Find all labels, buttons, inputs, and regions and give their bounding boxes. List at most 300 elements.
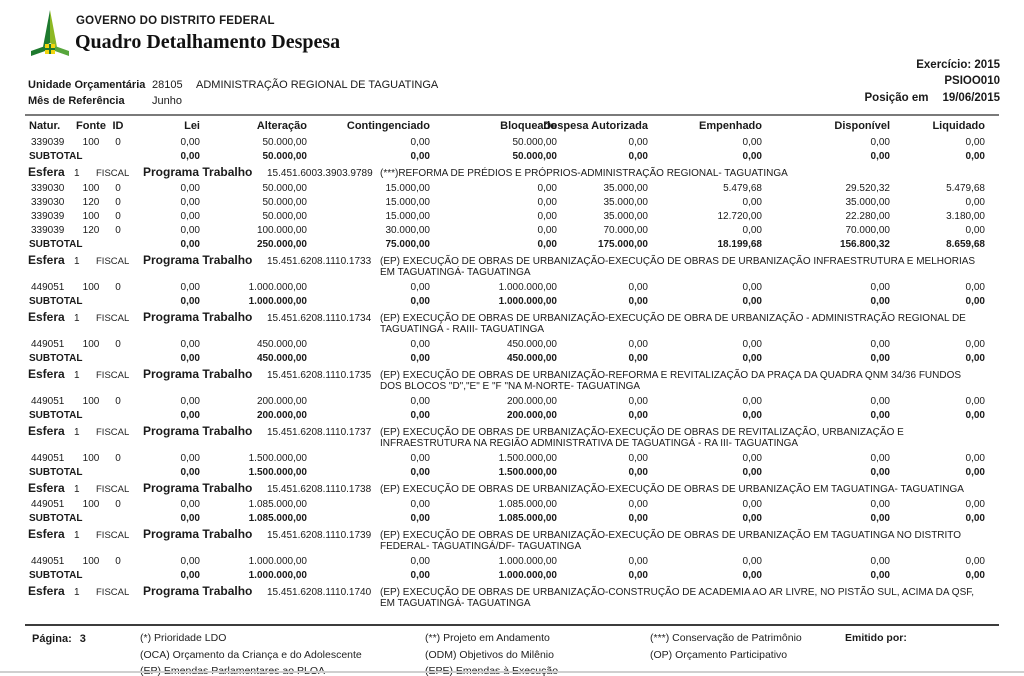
cell-lei: 0,00 <box>180 396 200 407</box>
pagina-label: Página: <box>32 633 72 645</box>
column-header: Disponível <box>834 120 890 132</box>
cell-disponivel: 22.280,00 <box>845 211 890 222</box>
cell-lei: 0,00 <box>180 499 200 510</box>
cell-lei: 0,00 <box>180 211 200 222</box>
cell-natur: 449051 <box>31 499 65 510</box>
cell-liquidado: 0,00 <box>965 513 985 524</box>
cell-alteracao: 450.000,00 <box>256 353 307 364</box>
cell-liquidado: 0,00 <box>965 499 985 510</box>
subtotal-label: SUBTOTAL <box>29 467 83 478</box>
cell-despesa-autorizada: 0,00 <box>628 513 648 524</box>
programa-descricao: (EP) EXECUÇÃO DE OBRAS DE URBANIZAÇÃO-EXECUÇÃO DE OBRAS DE URBANIZAÇÃO INFRAESTRUTURA E MELHORIAS EM TAGUATINGÁ- TAGUATINGA <box>380 256 976 278</box>
cell-empenhado: 0,00 <box>742 339 762 350</box>
cell-despesa-autorizada: 175.000,00 <box>597 239 648 250</box>
esfera-value: 1 <box>74 530 80 541</box>
cell-lei: 0,00 <box>180 353 200 364</box>
programa-code: 15.451.6208.1110.1737 <box>267 427 372 438</box>
cell-disponivel: 0,00 <box>870 151 890 162</box>
cell-bloqueado: 0,00 <box>537 239 557 250</box>
cell-bloqueado: 1.000.000,00 <box>498 570 557 581</box>
esfera-type: FISCAL <box>96 256 130 267</box>
cell-disponivel: 35.000,00 <box>845 197 890 208</box>
legend-item: (OCA) Orçamento da Criança e do Adolescente <box>140 648 362 661</box>
cell-liquidado: 0,00 <box>965 151 985 162</box>
programa-code: 15.451.6208.1110.1739 <box>267 530 372 541</box>
cell-disponivel: 0,00 <box>870 410 890 421</box>
legend-item: (EPE) Emendas à Execução <box>425 665 559 676</box>
cell-empenhado: 0,00 <box>742 197 762 208</box>
unidade-code: 28105 <box>152 79 183 91</box>
subtotal-label: SUBTOTAL <box>29 296 83 307</box>
cell-alteracao: 1.085.000,00 <box>248 513 307 524</box>
esfera-label: Esfera <box>28 253 65 267</box>
cell-natur: 449051 <box>31 453 65 464</box>
programa-code: 15.451.6208.1110.1740 <box>267 587 372 598</box>
cell-despesa-autorizada: 0,00 <box>628 410 648 421</box>
cell-despesa-autorizada: 0,00 <box>628 556 648 567</box>
cell-liquidado: 0,00 <box>965 197 985 208</box>
esfera-type: FISCAL <box>96 530 130 541</box>
cell-contingenciado: 0,00 <box>410 467 430 478</box>
subtotal-row <box>28 512 985 526</box>
mes-referencia-row <box>28 95 728 109</box>
cell-empenhado: 0,00 <box>742 453 762 464</box>
cell-despesa-autorizada: 35.000,00 <box>603 197 648 208</box>
cell-despesa-autorizada: 35.000,00 <box>603 183 648 194</box>
cell-bloqueado: 0,00 <box>537 183 557 194</box>
esfera-label: Esfera <box>28 424 65 438</box>
cell-bloqueado: 1.085.000,00 <box>498 513 557 524</box>
cell-natur: 449051 <box>31 396 65 407</box>
cell-despesa-autorizada: 0,00 <box>628 453 648 464</box>
cell-natur: 449051 <box>31 282 65 293</box>
cell-empenhado: 0,00 <box>742 282 762 293</box>
cell-liquidado: 0,00 <box>965 453 985 464</box>
column-header: Bloqueado <box>500 120 557 132</box>
cell-liquidado: 3.180,00 <box>946 211 985 222</box>
esfera-row <box>28 311 985 335</box>
cell-id: 0 <box>115 556 121 567</box>
esfera-row <box>28 166 985 179</box>
cell-natur: 339039 <box>31 225 65 236</box>
cell-bloqueado: 0,00 <box>537 197 557 208</box>
table-body <box>28 136 985 609</box>
cell-liquidado: 0,00 <box>965 339 985 350</box>
cell-alteracao: 50.000,00 <box>262 137 307 148</box>
cell-bloqueado: 1.000.000,00 <box>498 282 557 293</box>
cell-disponivel: 29.520,32 <box>845 183 890 194</box>
legend-item: (EP) Emendas Parlamentares ao PLOA <box>140 665 326 676</box>
cell-id: 0 <box>115 225 121 236</box>
esfera-label: Esfera <box>28 310 65 324</box>
column-header: Natur. <box>29 120 61 132</box>
cell-lei: 0,00 <box>180 410 200 421</box>
esfera-type: FISCAL <box>96 427 130 438</box>
posicao-date: 19/06/2015 <box>942 92 1000 104</box>
column-header: ID <box>112 120 124 132</box>
cell-lei: 0,00 <box>180 239 200 250</box>
esfera-value: 1 <box>74 484 80 495</box>
programa-descricao: (***)REFORMA DE PRÉDIOS E PRÓPRIOS-ADMINISTRAÇÃO REGIONAL- TAGUATINGA <box>380 168 788 179</box>
cell-empenhado: 0,00 <box>742 151 762 162</box>
expense-table <box>28 119 985 612</box>
cell-lei: 0,00 <box>180 556 200 567</box>
cell-id: 0 <box>115 396 121 407</box>
subtotal-row <box>28 409 985 423</box>
table-row <box>28 196 985 210</box>
cell-lei: 0,00 <box>180 197 200 208</box>
posicao-em <box>865 92 1000 104</box>
report-title: Quadro Detalhamento Despesa <box>75 31 341 53</box>
cell-liquidado: 0,00 <box>965 282 985 293</box>
programa-label: Programa Trabalho <box>143 253 253 267</box>
cell-disponivel: 70.000,00 <box>845 225 890 236</box>
esfera-row <box>28 482 985 495</box>
cell-disponivel: 0,00 <box>870 499 890 510</box>
table-row <box>28 338 985 352</box>
cell-alteracao: 1.000.000,00 <box>248 282 307 293</box>
subtotal-label: SUBTOTAL <box>29 570 83 581</box>
subtotal-row <box>28 466 985 480</box>
cell-bloqueado: 50.000,00 <box>512 137 557 148</box>
esfera-row <box>28 585 985 609</box>
table-row <box>28 555 985 569</box>
cell-contingenciado: 0,00 <box>410 453 430 464</box>
esfera-value: 1 <box>74 168 80 179</box>
cell-bloqueado: 1.085.000,00 <box>498 499 557 510</box>
cell-lei: 0,00 <box>180 467 200 478</box>
cell-alteracao: 50.000,00 <box>262 183 307 194</box>
cell-alteracao: 1.000.000,00 <box>248 556 307 567</box>
cell-disponivel: 0,00 <box>870 453 890 464</box>
cell-empenhado: 0,00 <box>742 410 762 421</box>
subtotal-row <box>28 352 985 366</box>
cell-alteracao: 1.500.000,00 <box>248 467 307 478</box>
government-name: GOVERNO DO DISTRITO FEDERAL <box>76 15 275 27</box>
cell-disponivel: 0,00 <box>870 296 890 307</box>
cell-despesa-autorizada: 0,00 <box>628 137 648 148</box>
esfera-value: 1 <box>74 313 80 324</box>
cell-alteracao: 200.000,00 <box>256 396 307 407</box>
esfera-row <box>28 425 985 449</box>
subtotal-label: SUBTOTAL <box>29 151 83 162</box>
column-header: Lei <box>184 120 200 132</box>
cell-contingenciado: 0,00 <box>410 339 430 350</box>
cell-empenhado: 12.720,00 <box>717 211 762 222</box>
cell-contingenciado: 0,00 <box>410 353 430 364</box>
cell-natur: 339030 <box>31 197 65 208</box>
programa-label: Programa Trabalho <box>143 165 253 179</box>
cell-bloqueado: 1.000.000,00 <box>498 556 557 567</box>
cell-empenhado: 0,00 <box>742 570 762 581</box>
cell-empenhado: 0,00 <box>742 556 762 567</box>
cell-bloqueado: 1.000.000,00 <box>498 296 557 307</box>
cell-alteracao: 1.085.000,00 <box>248 499 307 510</box>
column-header: Fonte <box>76 120 106 132</box>
legend-item: (***) Conservação de Patrimônio <box>650 632 802 644</box>
cell-despesa-autorizada: 0,00 <box>628 467 648 478</box>
programa-label: Programa Trabalho <box>143 527 253 541</box>
cell-fonte: 100 <box>82 137 100 148</box>
cell-empenhado: 0,00 <box>742 225 762 236</box>
cell-bloqueado: 200.000,00 <box>506 410 557 421</box>
cell-contingenciado: 0,00 <box>410 556 430 567</box>
cell-bloqueado: 1.500.000,00 <box>498 467 557 478</box>
cell-contingenciado: 0,00 <box>410 137 430 148</box>
cell-lei: 0,00 <box>180 453 200 464</box>
esfera-type: FISCAL <box>96 587 130 598</box>
cell-id: 0 <box>115 183 121 194</box>
cell-despesa-autorizada: 0,00 <box>628 282 648 293</box>
cell-liquidado: 0,00 <box>965 570 985 581</box>
cell-alteracao: 200.000,00 <box>256 410 307 421</box>
emitido-por-label: Emitido por: <box>845 632 907 644</box>
cell-contingenciado: 0,00 <box>410 513 430 524</box>
legend-item: (**) Projeto em Andamento <box>425 632 550 644</box>
legend-column-2 <box>425 630 558 676</box>
cell-bloqueado: 450.000,00 <box>506 339 557 350</box>
cell-fonte: 100 <box>82 211 100 222</box>
cell-alteracao: 1.500.000,00 <box>248 453 307 464</box>
cell-lei: 0,00 <box>180 282 200 293</box>
exercicio-value: Exercício: 2015 <box>916 59 1000 71</box>
cell-despesa-autorizada: 0,00 <box>628 151 648 162</box>
cell-id: 0 <box>115 211 121 222</box>
cell-disponivel: 0,00 <box>870 137 890 148</box>
cell-contingenciado: 15.000,00 <box>385 183 430 194</box>
cell-lei: 0,00 <box>180 513 200 524</box>
cell-natur: 449051 <box>31 556 65 567</box>
cell-fonte: 100 <box>82 396 100 407</box>
cell-despesa-autorizada: 35.000,00 <box>603 211 648 222</box>
cell-contingenciado: 0,00 <box>410 282 430 293</box>
cell-liquidado: 0,00 <box>965 410 985 421</box>
programa-descricao: (EP) EXECUÇÃO DE OBRAS DE URBANIZAÇÃO-EXECUÇÃO DE OBRAS DE URBANIZAÇÃO EM TAGUATINGA NO DISTRITO FEDERAL- TAGUATINGÁ/DF- TAGUATINGA <box>380 530 962 552</box>
cell-contingenciado: 0,00 <box>410 499 430 510</box>
cell-liquidado: 5.479,68 <box>946 183 985 194</box>
cell-empenhado: 5.479,68 <box>723 183 762 194</box>
cell-lei: 0,00 <box>180 137 200 148</box>
cell-contingenciado: 75.000,00 <box>385 239 430 250</box>
programa-descricao: (EP) EXECUÇÃO DE OBRAS DE URBANIZAÇÃO-CONSTRUÇÃO DE ACADEMIA AO AR LIVRE, NO PISTÃO SUL, ACIMA DA QSF, EM TAGUATINGÁ- TAGUATINGA <box>380 587 975 609</box>
cell-liquidado: 0,00 <box>965 396 985 407</box>
programa-code: 15.451.6208.1110.1738 <box>267 484 372 495</box>
cell-fonte: 100 <box>82 339 100 350</box>
cell-contingenciado: 0,00 <box>410 296 430 307</box>
cell-despesa-autorizada: 0,00 <box>628 296 648 307</box>
cell-alteracao: 50.000,00 <box>262 151 307 162</box>
cell-liquidado: 0,00 <box>965 137 985 148</box>
cell-disponivel: 156.800,32 <box>839 239 890 250</box>
cell-alteracao: 50.000,00 <box>262 211 307 222</box>
cell-fonte: 100 <box>82 183 100 194</box>
legend-item: (OP) Orçamento Participativo <box>650 648 788 661</box>
cell-fonte: 100 <box>82 499 100 510</box>
table-row <box>28 498 985 512</box>
programa-descricao: (EP) EXECUÇÃO DE OBRAS DE URBANIZAÇÃO-EXECUÇÃO DE OBRAS DE REVITALIZAÇÃO, URBANIZAÇÃO E INFRAESTRUTURA NA REGIÃO ADMINISTRATIVA DE TAGUATINGÁ - RA III- TAGUATINGA <box>380 427 904 449</box>
cell-contingenciado: 0,00 <box>410 151 430 162</box>
unidade-label: Unidade Orçamentária <box>28 79 146 91</box>
cell-contingenciado: 15.000,00 <box>385 211 430 222</box>
programa-label: Programa Trabalho <box>143 584 253 598</box>
cell-lei: 0,00 <box>180 183 200 194</box>
posicao-label: Posição em <box>864 92 929 104</box>
cell-despesa-autorizada: 0,00 <box>628 339 648 350</box>
cell-disponivel: 0,00 <box>870 467 890 478</box>
programa-label: Programa Trabalho <box>143 481 253 495</box>
cell-alteracao: 250.000,00 <box>256 239 307 250</box>
mes-value: Junho <box>152 95 182 107</box>
cell-disponivel: 0,00 <box>870 339 890 350</box>
cell-liquidado: 0,00 <box>965 353 985 364</box>
cell-contingenciado: 0,00 <box>410 570 430 581</box>
cell-bloqueado: 0,00 <box>537 225 557 236</box>
cell-lei: 0,00 <box>180 570 200 581</box>
unidade-orcamentaria-row <box>28 79 728 93</box>
cell-id: 0 <box>115 197 121 208</box>
cell-disponivel: 0,00 <box>870 396 890 407</box>
esfera-label: Esfera <box>28 584 65 598</box>
programa-descricao: (EP) EXECUÇÃO DE OBRAS DE URBANIZAÇÃO-EXECUÇÃO DE OBRAS DE URBANIZAÇÃO EM TAGUATINGA- TAGUATINGA <box>380 484 964 495</box>
cell-empenhado: 0,00 <box>742 353 762 364</box>
cell-id: 0 <box>115 453 121 464</box>
table-row <box>28 452 985 466</box>
cell-liquidado: 0,00 <box>965 296 985 307</box>
programa-code: 15.451.6208.1110.1735 <box>267 370 372 381</box>
cell-empenhado: 0,00 <box>742 296 762 307</box>
unidade-name: ADMINISTRAÇÃO REGIONAL DE TAGUATINGA <box>196 79 439 91</box>
table-header-row <box>28 119 985 136</box>
esfera-row <box>28 368 985 392</box>
cell-id: 0 <box>115 137 121 148</box>
cell-liquidado: 0,00 <box>965 556 985 567</box>
cell-alteracao: 50.000,00 <box>262 197 307 208</box>
subtotal-row <box>28 295 985 309</box>
cell-lei: 0,00 <box>180 296 200 307</box>
cell-despesa-autorizada: 70.000,00 <box>603 225 648 236</box>
cell-natur: 449051 <box>31 339 65 350</box>
report-code: PSIOO010 <box>944 75 1000 87</box>
esfera-label: Esfera <box>28 367 65 381</box>
cell-despesa-autorizada: 0,00 <box>628 353 648 364</box>
footer-divider <box>25 624 999 626</box>
cell-alteracao: 450.000,00 <box>256 339 307 350</box>
cell-bloqueado: 0,00 <box>537 211 557 222</box>
programa-code: 15.451.6208.1110.1734 <box>267 313 372 324</box>
cell-fonte: 120 <box>82 197 100 208</box>
cell-alteracao: 1.000.000,00 <box>248 296 307 307</box>
table-row <box>28 210 985 224</box>
cell-disponivel: 0,00 <box>870 353 890 364</box>
subtotal-label: SUBTOTAL <box>29 513 83 524</box>
cell-empenhado: 0,00 <box>742 499 762 510</box>
table-row <box>28 224 985 238</box>
programa-descricao: (EP) EXECUÇÃO DE OBRAS DE URBANIZAÇÃO-REFORMA E REVITALIZAÇÃO DA PRAÇA DA QUADRA QNM 34/36 FUNDOS DOS BLOCOS "D","E" E "F "NA M-NORTE- TAGUATINGA <box>380 370 962 392</box>
cell-contingenciado: 15.000,00 <box>385 197 430 208</box>
esfera-row <box>28 254 985 278</box>
cell-despesa-autorizada: 0,00 <box>628 396 648 407</box>
cell-empenhado: 0,00 <box>742 137 762 148</box>
cell-disponivel: 0,00 <box>870 513 890 524</box>
subtotal-row <box>28 150 985 164</box>
programa-label: Programa Trabalho <box>143 367 253 381</box>
cell-alteracao: 1.000.000,00 <box>248 570 307 581</box>
programa-code: 15.451.6208.1110.1733 <box>267 256 372 267</box>
cell-lei: 0,00 <box>180 339 200 350</box>
esfera-value: 1 <box>74 427 80 438</box>
cell-bloqueado: 450.000,00 <box>506 353 557 364</box>
esfera-label: Esfera <box>28 481 65 495</box>
subtotal-row <box>28 569 985 583</box>
programa-code: 15.451.6003.3903.9789 <box>267 168 373 179</box>
esfera-type: FISCAL <box>96 370 130 381</box>
cell-bloqueado: 50.000,00 <box>512 151 557 162</box>
header-divider <box>25 114 999 116</box>
legend-item: (ODM) Objetivos do Milênio <box>425 648 554 661</box>
cell-empenhado: 0,00 <box>742 467 762 478</box>
cell-fonte: 100 <box>82 556 100 567</box>
cell-id: 0 <box>115 499 121 510</box>
table-row <box>28 395 985 409</box>
cell-fonte: 100 <box>82 453 100 464</box>
programa-label: Programa Trabalho <box>143 310 253 324</box>
legend-item: (*) Prioridade LDO <box>140 632 227 644</box>
cell-contingenciado: 0,00 <box>410 396 430 407</box>
table-row <box>28 182 985 196</box>
programa-descricao: (EP) EXECUÇÃO DE OBRAS DE URBANIZAÇÃO-EXECUÇÃO DE OBRA DE URBANIZAÇÃO - ADMINISTRAÇÃO REGIONAL DE TAGUATINGÁ - RAIII- TAGUATINGA <box>380 313 966 335</box>
cell-lei: 0,00 <box>180 151 200 162</box>
subtotal-label: SUBTOTAL <box>29 353 83 364</box>
cell-disponivel: 0,00 <box>870 570 890 581</box>
cell-despesa-autorizada: 0,00 <box>628 570 648 581</box>
esfera-value: 1 <box>74 256 80 267</box>
cell-bloqueado: 200.000,00 <box>506 396 557 407</box>
cell-alteracao: 100.000,00 <box>256 225 307 236</box>
page-number <box>32 633 86 645</box>
subtotal-row <box>28 238 985 252</box>
esfera-type: FISCAL <box>96 168 130 179</box>
cell-liquidado: 0,00 <box>965 225 985 236</box>
gdf-logo-icon <box>30 8 70 62</box>
programa-label: Programa Trabalho <box>143 424 253 438</box>
cell-natur: 339039 <box>31 137 65 148</box>
subtotal-label: SUBTOTAL <box>29 239 83 250</box>
esfera-label: Esfera <box>28 527 65 541</box>
cell-contingenciado: 30.000,00 <box>385 225 430 236</box>
cell-fonte: 120 <box>82 225 100 236</box>
cell-natur: 339030 <box>31 183 65 194</box>
pagina-value: 3 <box>79 633 86 645</box>
cell-despesa-autorizada: 0,00 <box>628 499 648 510</box>
legend-column-1 <box>140 630 362 676</box>
cell-disponivel: 0,00 <box>870 282 890 293</box>
cell-id: 0 <box>115 282 121 293</box>
esfera-label: Esfera <box>28 165 65 179</box>
table-row <box>28 281 985 295</box>
cell-lei: 0,00 <box>180 225 200 236</box>
cell-disponivel: 0,00 <box>870 556 890 567</box>
page-bottom-edge <box>0 671 1024 673</box>
esfera-type: FISCAL <box>96 313 130 324</box>
cell-bloqueado: 1.500.000,00 <box>498 453 557 464</box>
cell-natur: 339039 <box>31 211 65 222</box>
esfera-type: FISCAL <box>96 484 130 495</box>
cell-liquidado: 8.659,68 <box>946 239 985 250</box>
cell-contingenciado: 0,00 <box>410 410 430 421</box>
cell-fonte: 100 <box>82 282 100 293</box>
cell-id: 0 <box>115 339 121 350</box>
esfera-value: 1 <box>74 587 80 598</box>
